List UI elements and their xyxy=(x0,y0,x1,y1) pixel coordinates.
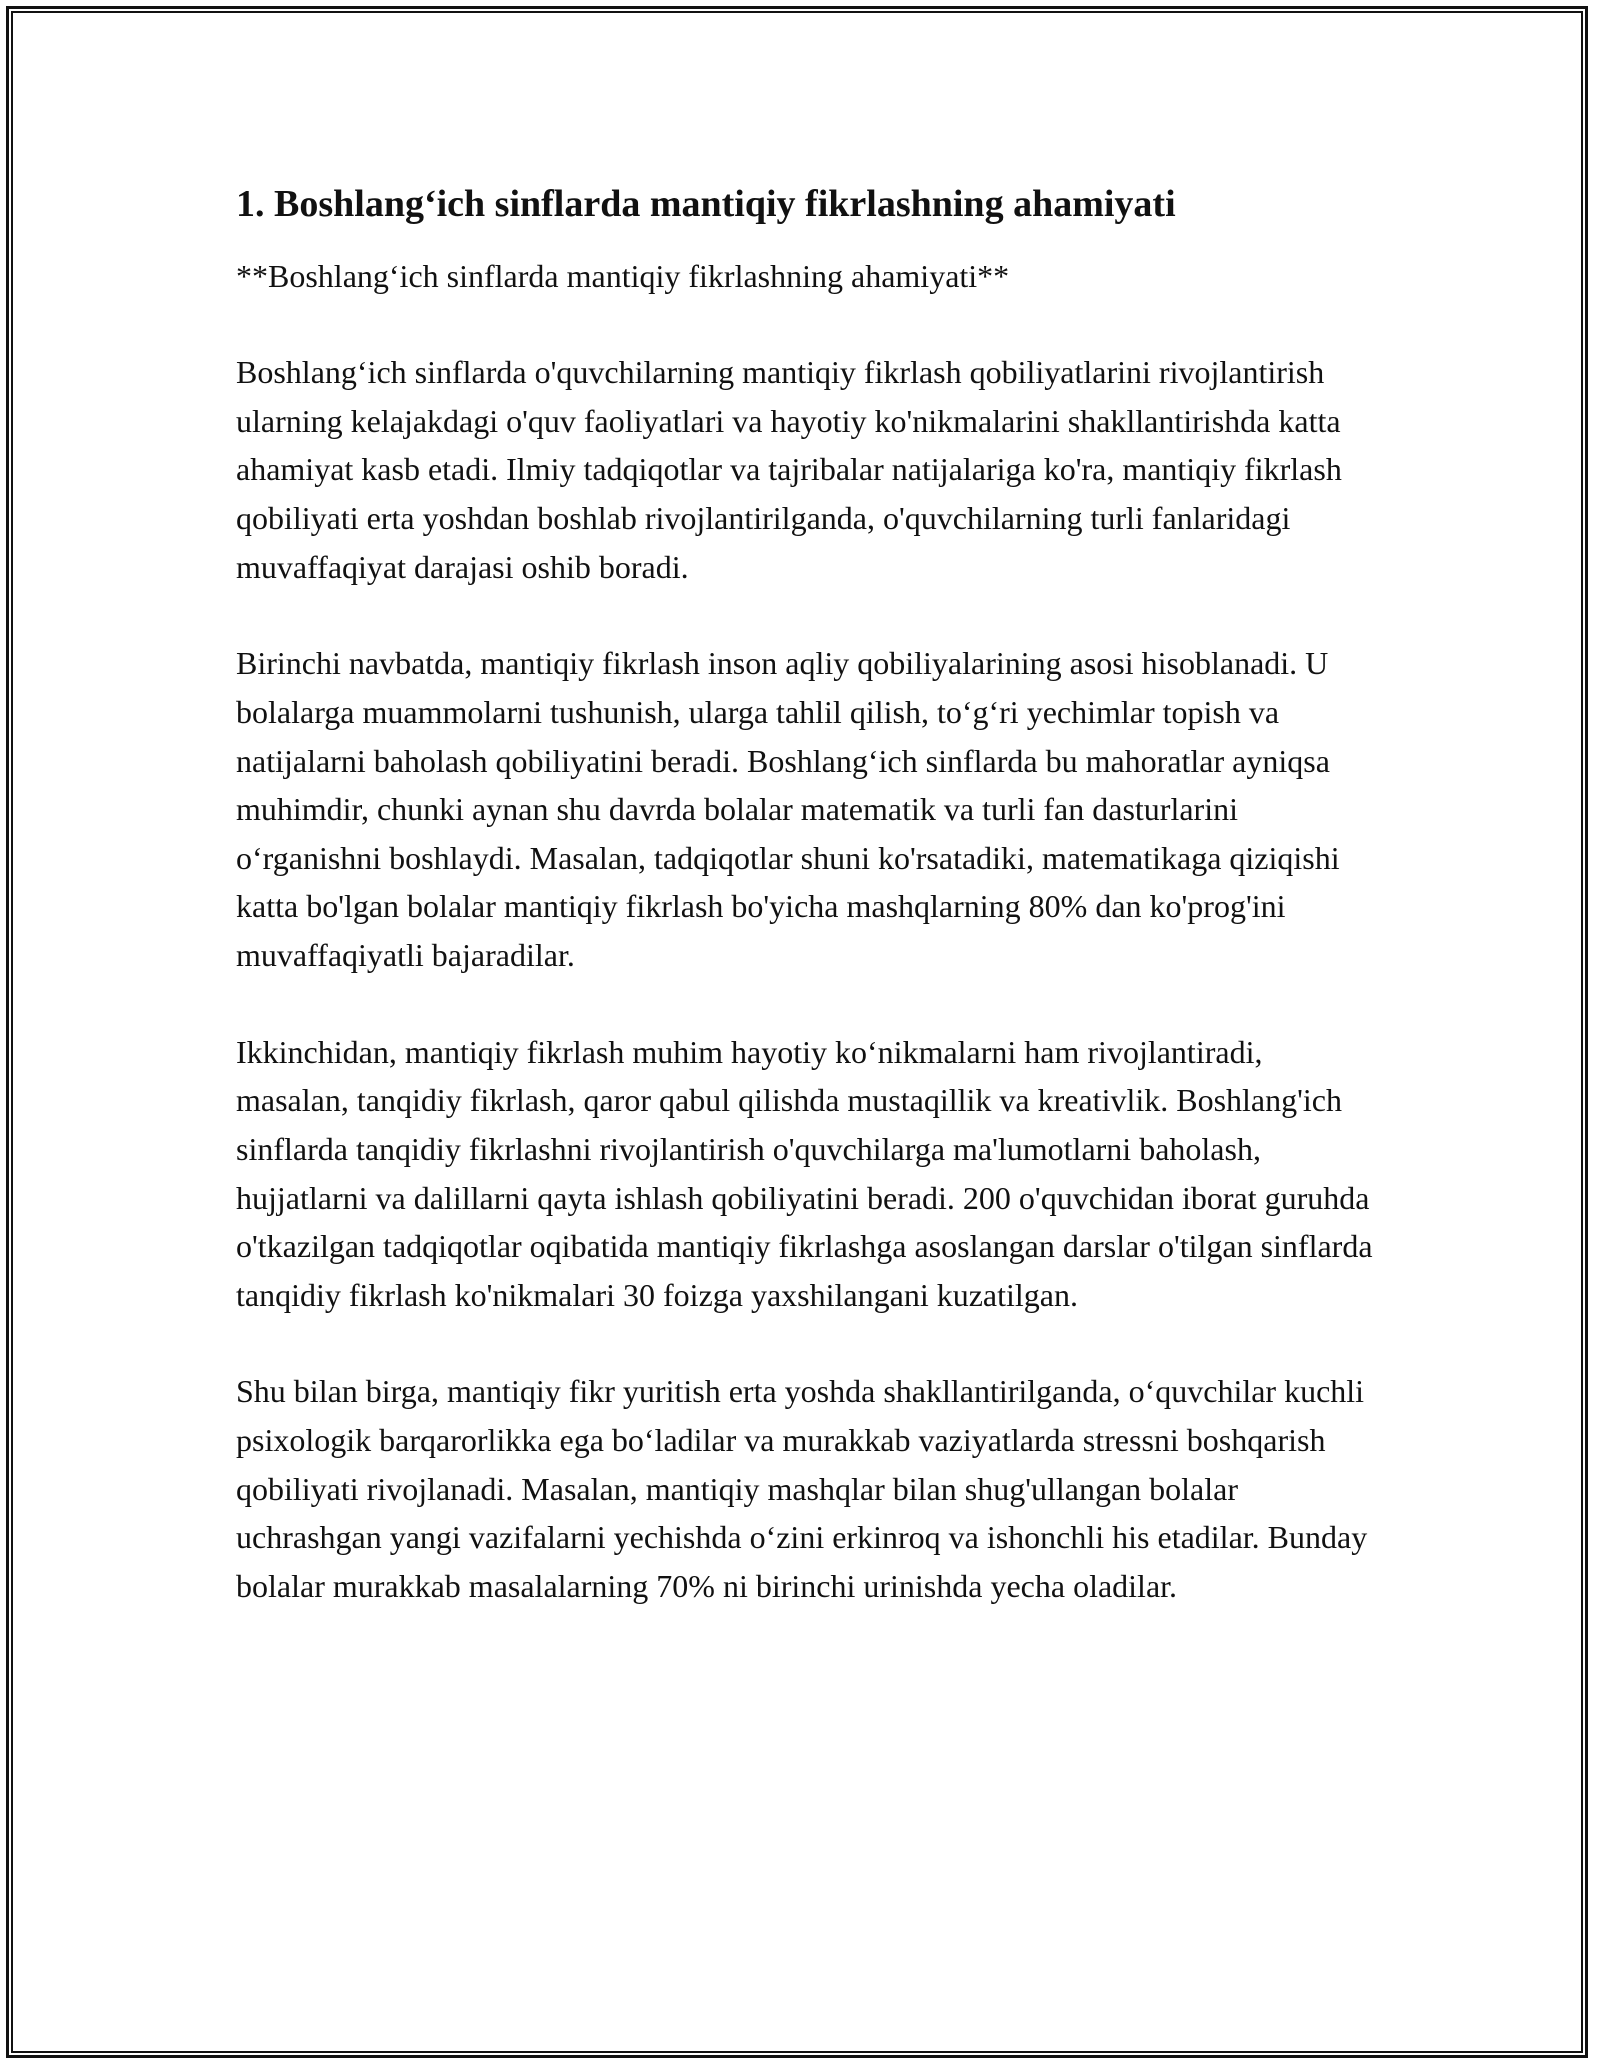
section-heading: 1. Boshlang‘ich sinflarda mantiqiy fikrlashning ahamiyati xyxy=(236,183,1176,225)
section-subheading: **Boshlang‘ich sinflarda mantiqiy fikrlashning ahamiyati** xyxy=(236,257,1010,294)
paragraph-4: Shu bilan birga, mantiqiy fikr yuritish erta yoshda shakllantirilganda, o‘quvchilar kuchli psixologik barqarorlikka ega bo‘ladilar va murakkab vaziyatlarda stressni boshqarish qobiliyati rivojlanadi. Masalan, mantiqiy mashqlar bilan shug'ullangan bolalar uchrashgan yangi vazifalarni yechishda o‘zini erkinroq va ishonchli his etadilar. Bunday bolalar murakkab masalalarning 70% ni birinchi urinishda yecha oladilar. xyxy=(236,1373,1368,1604)
paragraph-3: Ikkinchidan, mantiqiy fikrlash muhim hayotiy ko‘nikmalarni ham rivojlantiradi, masalan, tanqidiy fikrlash, qaror qabul qilishda mustaqillik va kreativlik. Boshlang'ich sinflarda tanqidiy fikrlashni rivojlantirish o'quvchilarga ma'lumotlarni baholash, hujjatlarni va dalillarni qayta ishlash qobiliyatini beradi. 200 o'quvchidan iborat guruhda o'tkazilgan tadqiqotlar oqibatida mantiqiy fikrlashga asoslangan darslar o'tilgan sinflarda tanqidiy fikrlash ko'nikmalari 30 foizga yaxshilangani kuzatilgan. xyxy=(236,1033,1373,1313)
paragraph-1: Boshlang‘ich sinflarda o'quvchilarning mantiqiy fikrlash qobiliyatlarini rivojlantirish ularning kelajakdagi o'quv faoliyatlari va hayotiy ko'nikmalarini shakllantirishda katta ahamiyat kasb etadi. Ilmiy tadqiqotlar va tajribalar natijalariga ko'ra, mantiqiy fikrlash qobiliyati erta yoshdan boshlab rivojlantirilganda, o'quvchilarning turli fanlaridagi muvaffaqiyat darajasi oshib boradi. xyxy=(236,354,1342,585)
paragraph-2: Birinchi navbatda, mantiqiy fikrlash inson aqliy qobiliyalarining asosi hisoblanadi. U bolalarga muammolarni tushunish, ularga tahlil qilish, to‘g‘ri yechimlar topish va natijalarni baholash qobiliyatini beradi. Boshlang‘ich sinflarda bu mahoratlar ayniqsa muhimdir, chunki aynan shu davrda bolalar matematik va turli fan dasturlarini o‘rganishni boshlaydi. Masalan, tadqiqotlar shuni ko'rsatadiki, matematikaga qiziqishi katta bo'lgan bolalar mantiqiy fikrlash bo'yicha mashqlarning 80% dan ko'prog'ini muvaffaqiyatli bajaradilar. xyxy=(236,645,1340,974)
document-body xyxy=(236,182,1376,1611)
